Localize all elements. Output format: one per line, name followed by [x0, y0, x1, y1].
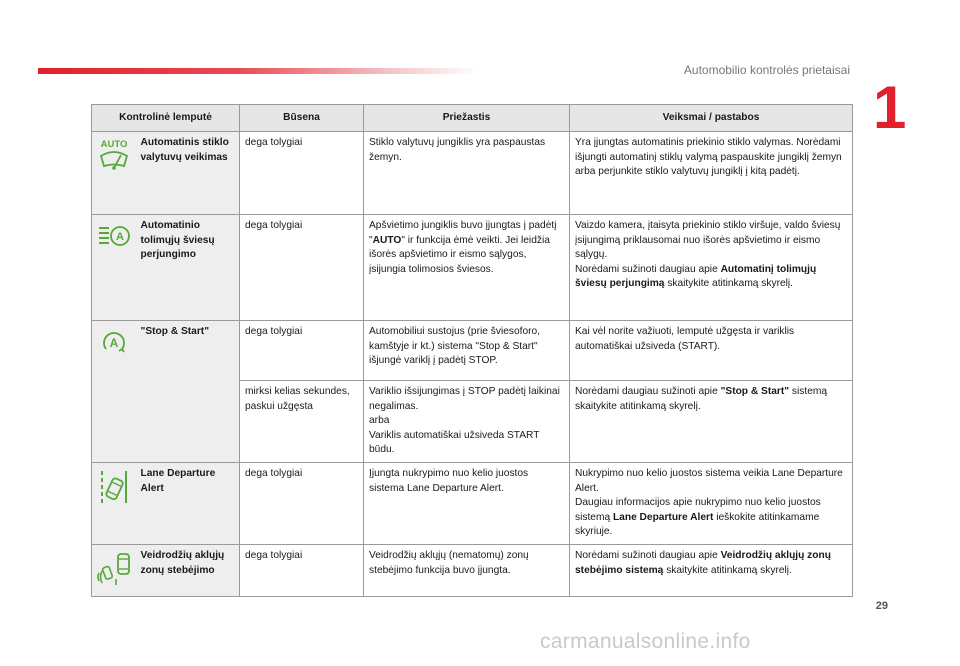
auto-label: AUTO — [100, 139, 128, 150]
lamp-reason: Variklio išsijungimas į STOP padėtį laikinai negalimas. arba Variklis automatiškai užsiveda START būdu. — [364, 381, 570, 463]
lamp-action: Vaizdo kamera, įtaisyta priekinio stiklo viršuje, valdo šviesų įsijungimą priklausomai nuo išorės apšvietimo ir eismo sąlygų. Norėdami sužinoti daugiau apie Automatinį tolimųjų šviesų perjungimą skaitykite atitinkamą skyrelį. — [570, 215, 853, 321]
auto-headlamp-letter: A — [115, 231, 124, 243]
lamp-status: dega tolygiai — [240, 321, 364, 381]
header-action: Veiksmai / pastabos — [570, 105, 853, 132]
lamp-action: Norėdami daugiau sužinoti apie "Stop & Start" sistemą skaitykite atitinkamą skyrelį. — [570, 381, 853, 463]
lamp-name: "Stop & Start" — [136, 321, 240, 463]
warning-lamps-table — [91, 104, 853, 597]
lamp-action: Kai vėl norite važiuoti, lemputė užgęsta ir variklis automatiškai užsiveda (START). — [570, 321, 853, 381]
watermark: carmanualsonline.info — [540, 630, 751, 653]
header-title: Automobilio kontrolės prietaisai — [683, 63, 850, 77]
header-reason: Priežastis — [364, 105, 570, 132]
lamp-reason: Veidrodžių aklųjų (nematomų) zonų stebėjimo funkcija buvo įjungta. — [364, 545, 570, 597]
auto-headlamp-icon — [97, 221, 131, 251]
table-row — [92, 215, 853, 321]
lamp-action: Yra įjungtas automatinis priekinio stiklo valymas. Norėdami išjungti automatinį stiklų valymą paspauskite jungiklį žemyn arba perjunkite stiklo valytuvų jungiklį į kitą padėtį. — [570, 132, 853, 215]
lamp-reason: Apšvietimo jungiklis buvo įjungtas į padėtį "AUTO" ir funkcija ėmė veikti. Jei leidžia išorės apšvietimo ir eismo sąlygos, įsijungia tolimosios šviesos. — [364, 215, 570, 321]
header-accent-bar — [38, 68, 478, 74]
lamp-action: Nukrypimo nuo kelio juostos sistema veikia Lane Departure Alert. Daugiau informacijos apie nukrypimo nuo kelio juostos sistemą Lane Departure Alert ieškokite atitinkamame skyriuje. — [570, 463, 853, 545]
table-row — [92, 321, 853, 381]
blind-spot-icon — [96, 551, 132, 587]
lamp-action: Norėdami sužinoti daugiau apie Veidrodžių aklųjų zonų stebėjimo sistemą skaitykite atitinkamą skyrelį. — [570, 545, 853, 597]
lamp-name: Automatinio tolimųjų šviesų perjungimo — [136, 215, 240, 321]
lamp-status: mirksi kelias sekundes, paskui užgęsta — [240, 381, 364, 463]
lamp-name: Automatinis stiklo valytuvų veikimas — [136, 132, 240, 215]
table-row — [92, 132, 853, 215]
lamp-status: dega tolygiai — [240, 545, 364, 597]
lamp-reason: Stiklo valytuvų jungiklis yra paspaustas žemyn. — [364, 132, 570, 215]
header-status: Būsena — [240, 105, 364, 132]
table-row — [92, 463, 853, 545]
table-row — [92, 545, 853, 597]
stop-start-icon — [99, 327, 129, 357]
page-number: 29 — [875, 600, 888, 612]
lamp-reason: Įjungta nukrypimo nuo kelio juostos sistema Lane Departure Alert. — [364, 463, 570, 545]
lamp-name: Veidrodžių aklųjų zonų stebėjimo — [136, 545, 240, 597]
auto-wiper-icon — [97, 138, 131, 174]
lane-departure-icon — [97, 469, 131, 505]
lamp-name: Lane Departure Alert — [136, 463, 240, 545]
lamp-reason: Automobiliui sustojus (prie šviesoforo, kamštyje ir kt.) sistema "Stop & Start" išjungė variklį į padėtį STOP. — [364, 321, 570, 381]
lamp-status: dega tolygiai — [240, 132, 364, 215]
stop-start-letter: A — [109, 336, 119, 350]
lamp-status: dega tolygiai — [240, 463, 364, 545]
chapter-number: 1 — [873, 74, 907, 141]
header-warning-lamp: Kontrolinė lemputė — [92, 105, 240, 132]
lamp-status: dega tolygiai — [240, 215, 364, 321]
